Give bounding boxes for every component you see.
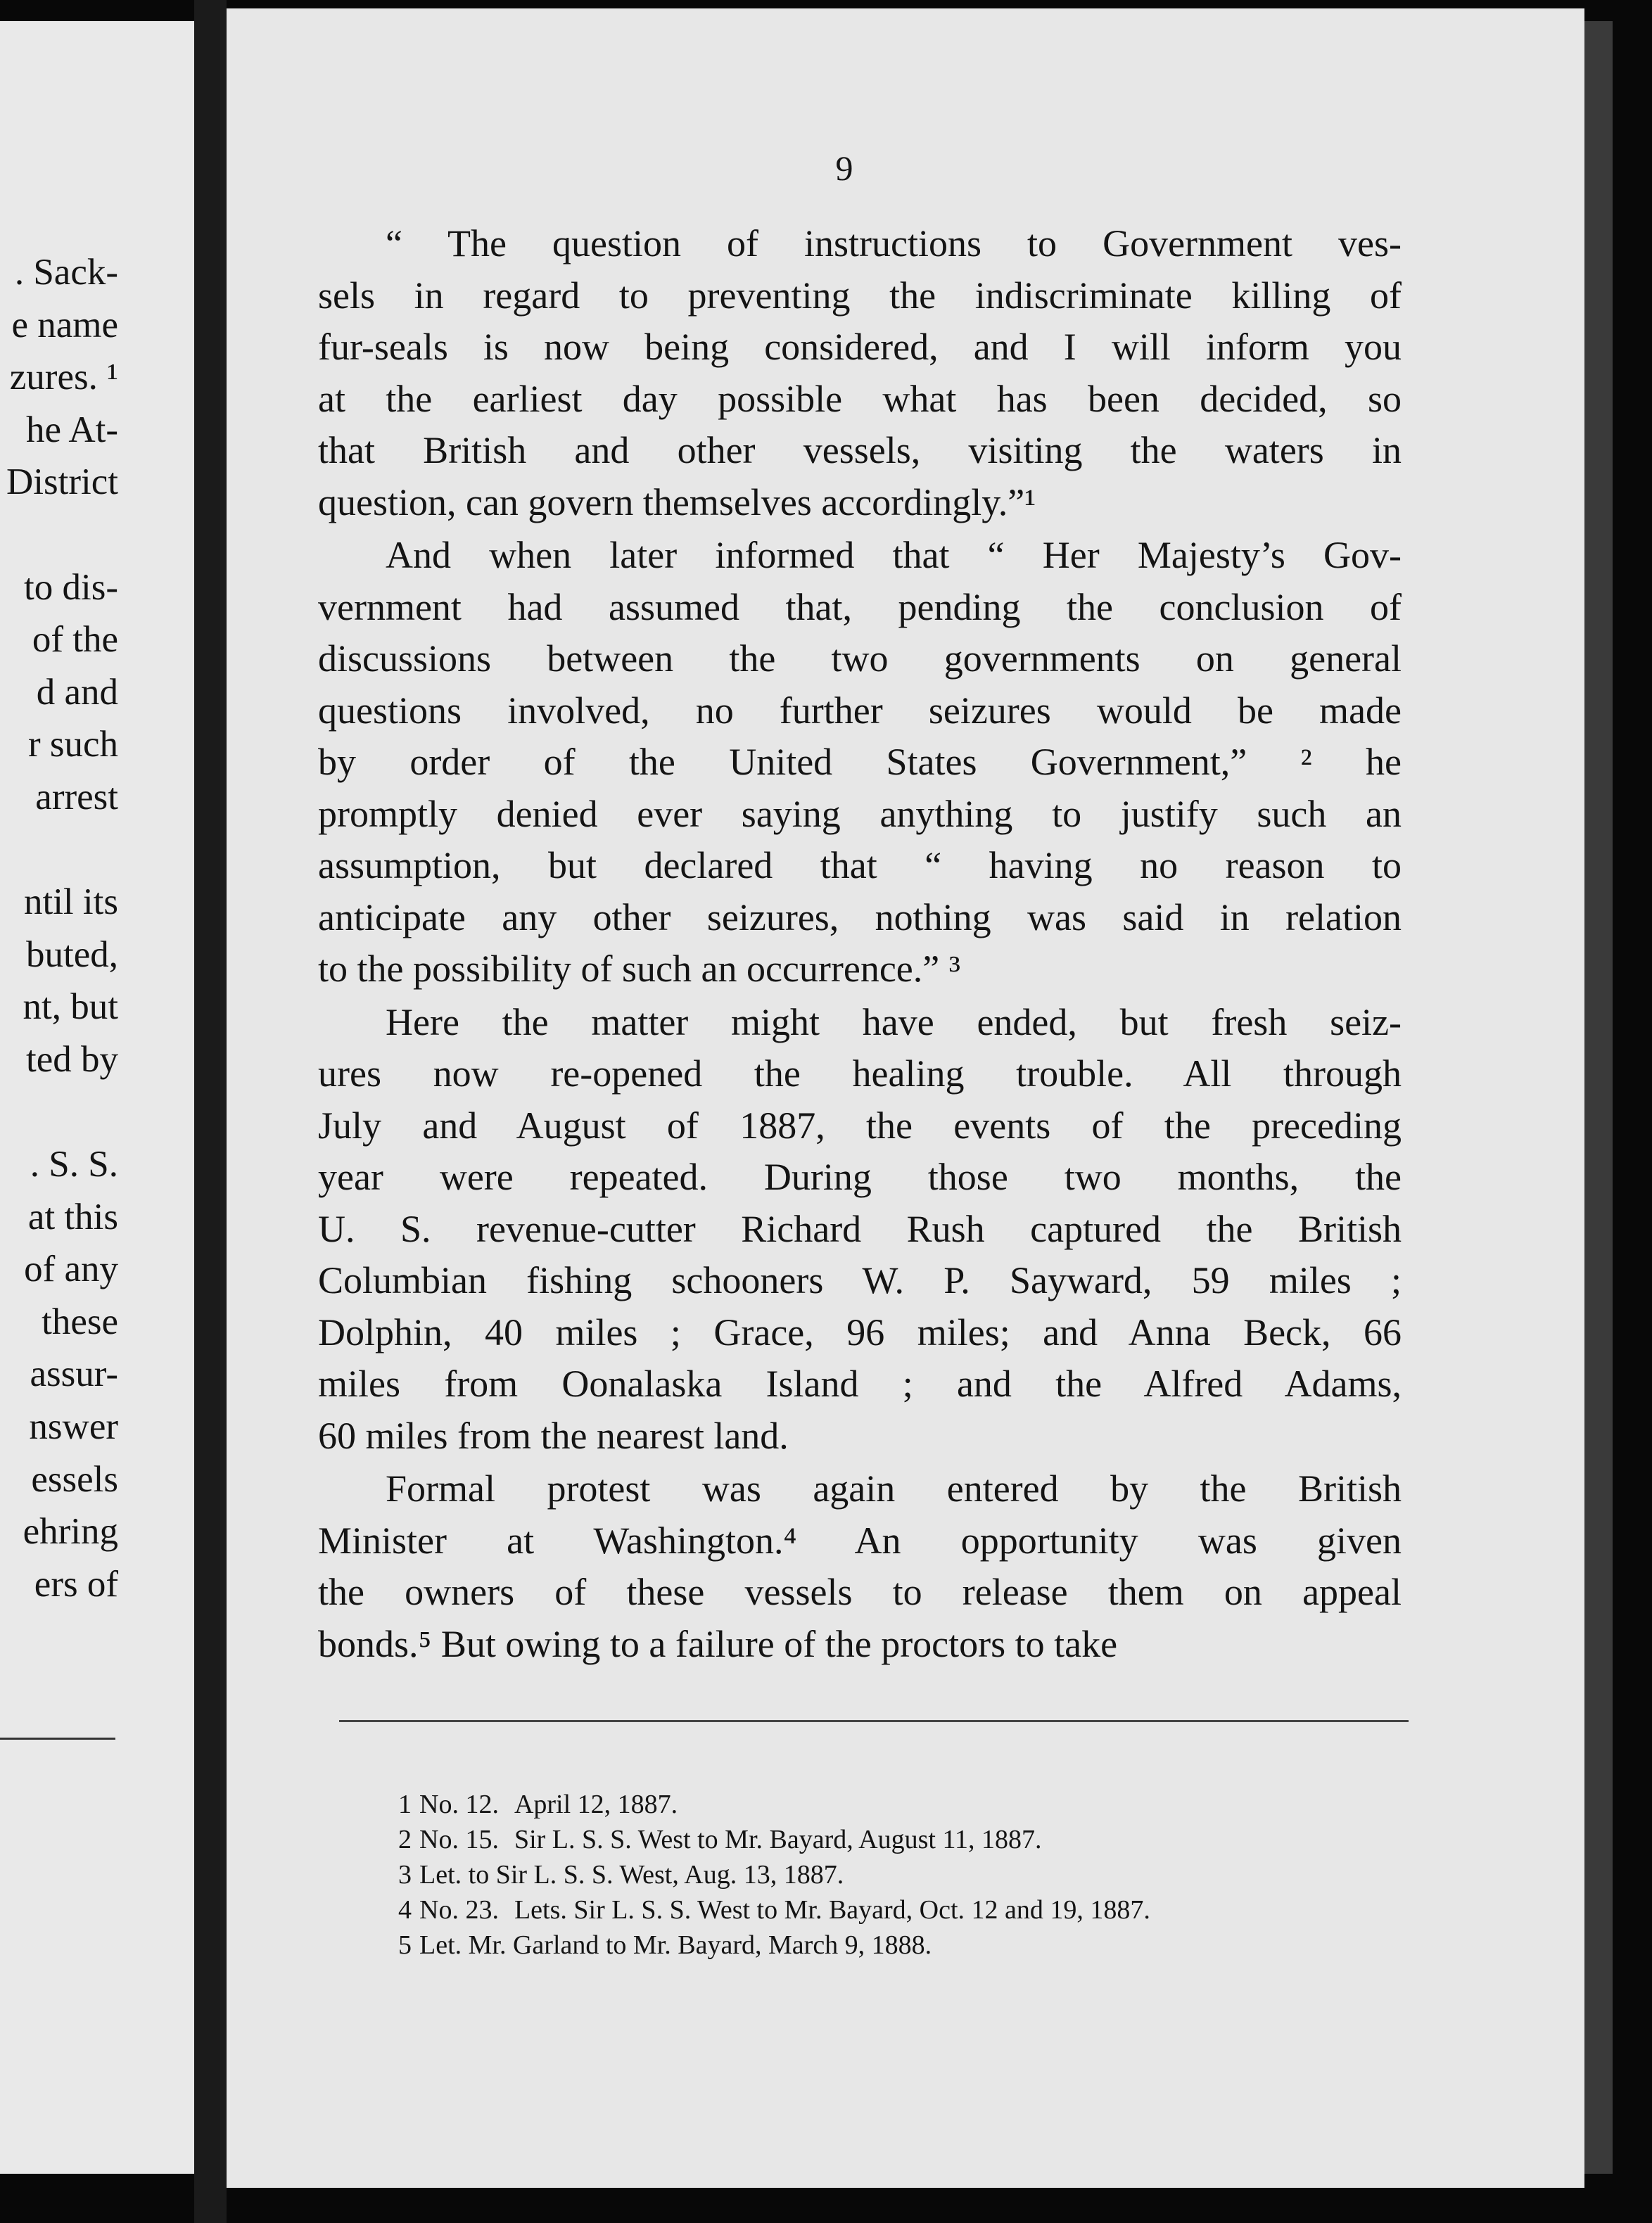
previous-page-line: these bbox=[42, 1301, 118, 1342]
text-line: July and August of 1887, the events of the preceding bbox=[318, 1104, 1402, 1147]
previous-page-line: to dis- bbox=[24, 566, 118, 608]
footnote bbox=[398, 1857, 1383, 1892]
previous-page-footnote-rule bbox=[0, 1738, 115, 1740]
previous-page-line: . Sack- bbox=[14, 252, 118, 293]
previous-page-line: nt, but bbox=[23, 986, 118, 1028]
previous-page-line: of the bbox=[32, 619, 118, 661]
text-line: Minister at Washington.⁴ An opportunity was given bbox=[318, 1519, 1402, 1562]
previous-page-line: ted by bbox=[26, 1038, 118, 1080]
text-line: bonds.⁵ But owing to a failure of the proctors to take bbox=[318, 1622, 1118, 1665]
footnote-text: Let. Mr. Garland to Mr. Bayard, March 9, 1888. bbox=[419, 1930, 932, 1960]
previous-page-line: nswer bbox=[29, 1406, 118, 1448]
previous-page-line: essels bbox=[31, 1458, 118, 1500]
text-line: sels in regard to preventing the indiscriminate killing of bbox=[318, 274, 1402, 317]
text-line: vernment had assumed that, pending the conclusion of bbox=[318, 585, 1402, 628]
text-line: Here the matter might have ended, but fresh seiz- bbox=[386, 1000, 1402, 1043]
previous-page-line bbox=[6, 1086, 118, 1139]
footnote-number: 4 bbox=[398, 1895, 412, 1925]
text-line: anticipate any other seizures, nothing was said in relation bbox=[318, 896, 1402, 938]
footnote-number: 5 bbox=[398, 1930, 412, 1960]
text-line: miles from Oonalaska Island ; and the Alfred Adams, bbox=[318, 1363, 1402, 1405]
footnote-text: Lets. Sir L. S. S. West to Mr. Bayard, Oct. 12 and 19, 1887. bbox=[514, 1895, 1150, 1925]
previous-page-line: zures. ¹ bbox=[9, 357, 118, 398]
text-line: questions involved, no further seizures would be made bbox=[318, 689, 1402, 732]
previous-page-line: arrest bbox=[35, 776, 118, 817]
previous-page-line: r such bbox=[27, 724, 118, 765]
text-line: question, can govern themselves accordingly.”¹ bbox=[318, 480, 1036, 523]
footnote-number: 2 bbox=[398, 1825, 412, 1854]
footnote-text: Let. to Sir L. S. S. West, Aug. 13, 1887. bbox=[419, 1860, 844, 1890]
previous-page-line: ehring bbox=[23, 1511, 118, 1553]
text-line: Dolphin, 40 miles ; Grace, 96 miles; and Anna Beck, 66 bbox=[318, 1311, 1402, 1353]
text-line: by order of the United States Government,” ² he bbox=[318, 741, 1402, 783]
previous-page-line: d and bbox=[36, 671, 118, 713]
paragraph bbox=[318, 218, 1402, 528]
paragraph bbox=[318, 1463, 1402, 1670]
footnote-reference: No. 12. bbox=[419, 1790, 499, 1819]
text-line: that British and other vessels, visiting the waters in bbox=[318, 429, 1402, 471]
text-line: discussions between the two governments on general bbox=[318, 637, 1402, 680]
text-line: assumption, but declared that “ having no reason to bbox=[318, 844, 1402, 886]
footnote-rule bbox=[339, 1720, 1409, 1722]
previous-page-line: District bbox=[6, 461, 118, 503]
previous-page-line: ers of bbox=[34, 1563, 118, 1605]
footnote-text: Sir L. S. S. West to Mr. Bayard, August 11, 1887. bbox=[514, 1825, 1042, 1854]
text-line: the owners of these vessels to release them on appeal bbox=[318, 1571, 1402, 1613]
previous-page-line: assur- bbox=[30, 1353, 118, 1395]
body-text bbox=[318, 218, 1402, 1670]
footnote bbox=[398, 1892, 1383, 1928]
footnote bbox=[398, 1787, 1383, 1822]
page-number: 9 bbox=[835, 148, 853, 188]
footnote-reference: No. 23. bbox=[419, 1895, 499, 1925]
text-line: promptly denied ever saying anything to justify such an bbox=[318, 792, 1402, 835]
previous-page-line: . S. S. bbox=[30, 1144, 118, 1185]
footnote-number: 1 bbox=[398, 1790, 412, 1819]
text-line: fur-seals is now being considered, and I will inform you bbox=[318, 326, 1402, 368]
previous-page-line: at this bbox=[27, 1196, 118, 1237]
footnotes bbox=[398, 1787, 1383, 1963]
footnote-text: April 12, 1887. bbox=[514, 1790, 678, 1819]
previous-page-line: e name bbox=[11, 304, 118, 345]
footnote bbox=[398, 1822, 1383, 1857]
previous-page bbox=[0, 21, 194, 2174]
previous-page-line bbox=[6, 509, 118, 561]
text-line: U. S. revenue-cutter Richard Rush captured the British bbox=[318, 1207, 1402, 1250]
footnote bbox=[398, 1928, 1383, 1963]
text-line: Formal protest was again entered by the British bbox=[386, 1467, 1402, 1510]
text-line: And when later informed that “ Her Majesty’s Gov- bbox=[386, 534, 1402, 576]
footnote-reference: No. 15. bbox=[419, 1825, 499, 1854]
previous-page-line: buted, bbox=[26, 934, 118, 975]
text-line: to the possibility of such an occurrence.” ³ bbox=[318, 948, 960, 990]
text-line: at the earliest day possible what has been decided, so bbox=[318, 377, 1402, 420]
previous-page-line: of any bbox=[24, 1249, 118, 1290]
book-gutter bbox=[194, 0, 227, 2223]
text-line: “ The question of instructions to Government ves- bbox=[386, 222, 1402, 265]
text-line: Columbian fishing schooners W. P. Sayward, 59 miles ; bbox=[318, 1259, 1402, 1301]
text-line: year were repeated. During those two months, the bbox=[318, 1156, 1402, 1198]
previous-page-text bbox=[6, 246, 118, 1610]
footnote-number: 3 bbox=[398, 1860, 412, 1890]
text-line: ures now re-opened the healing trouble. All through bbox=[318, 1052, 1402, 1095]
previous-page-line: ntil its bbox=[23, 881, 118, 923]
text-line: 60 miles from the nearest land. bbox=[318, 1414, 789, 1457]
previous-page-line: he At- bbox=[26, 409, 118, 450]
paragraph bbox=[318, 530, 1402, 995]
previous-page-line bbox=[6, 824, 118, 877]
page-edge bbox=[1584, 21, 1613, 2174]
paragraph bbox=[318, 997, 1402, 1463]
